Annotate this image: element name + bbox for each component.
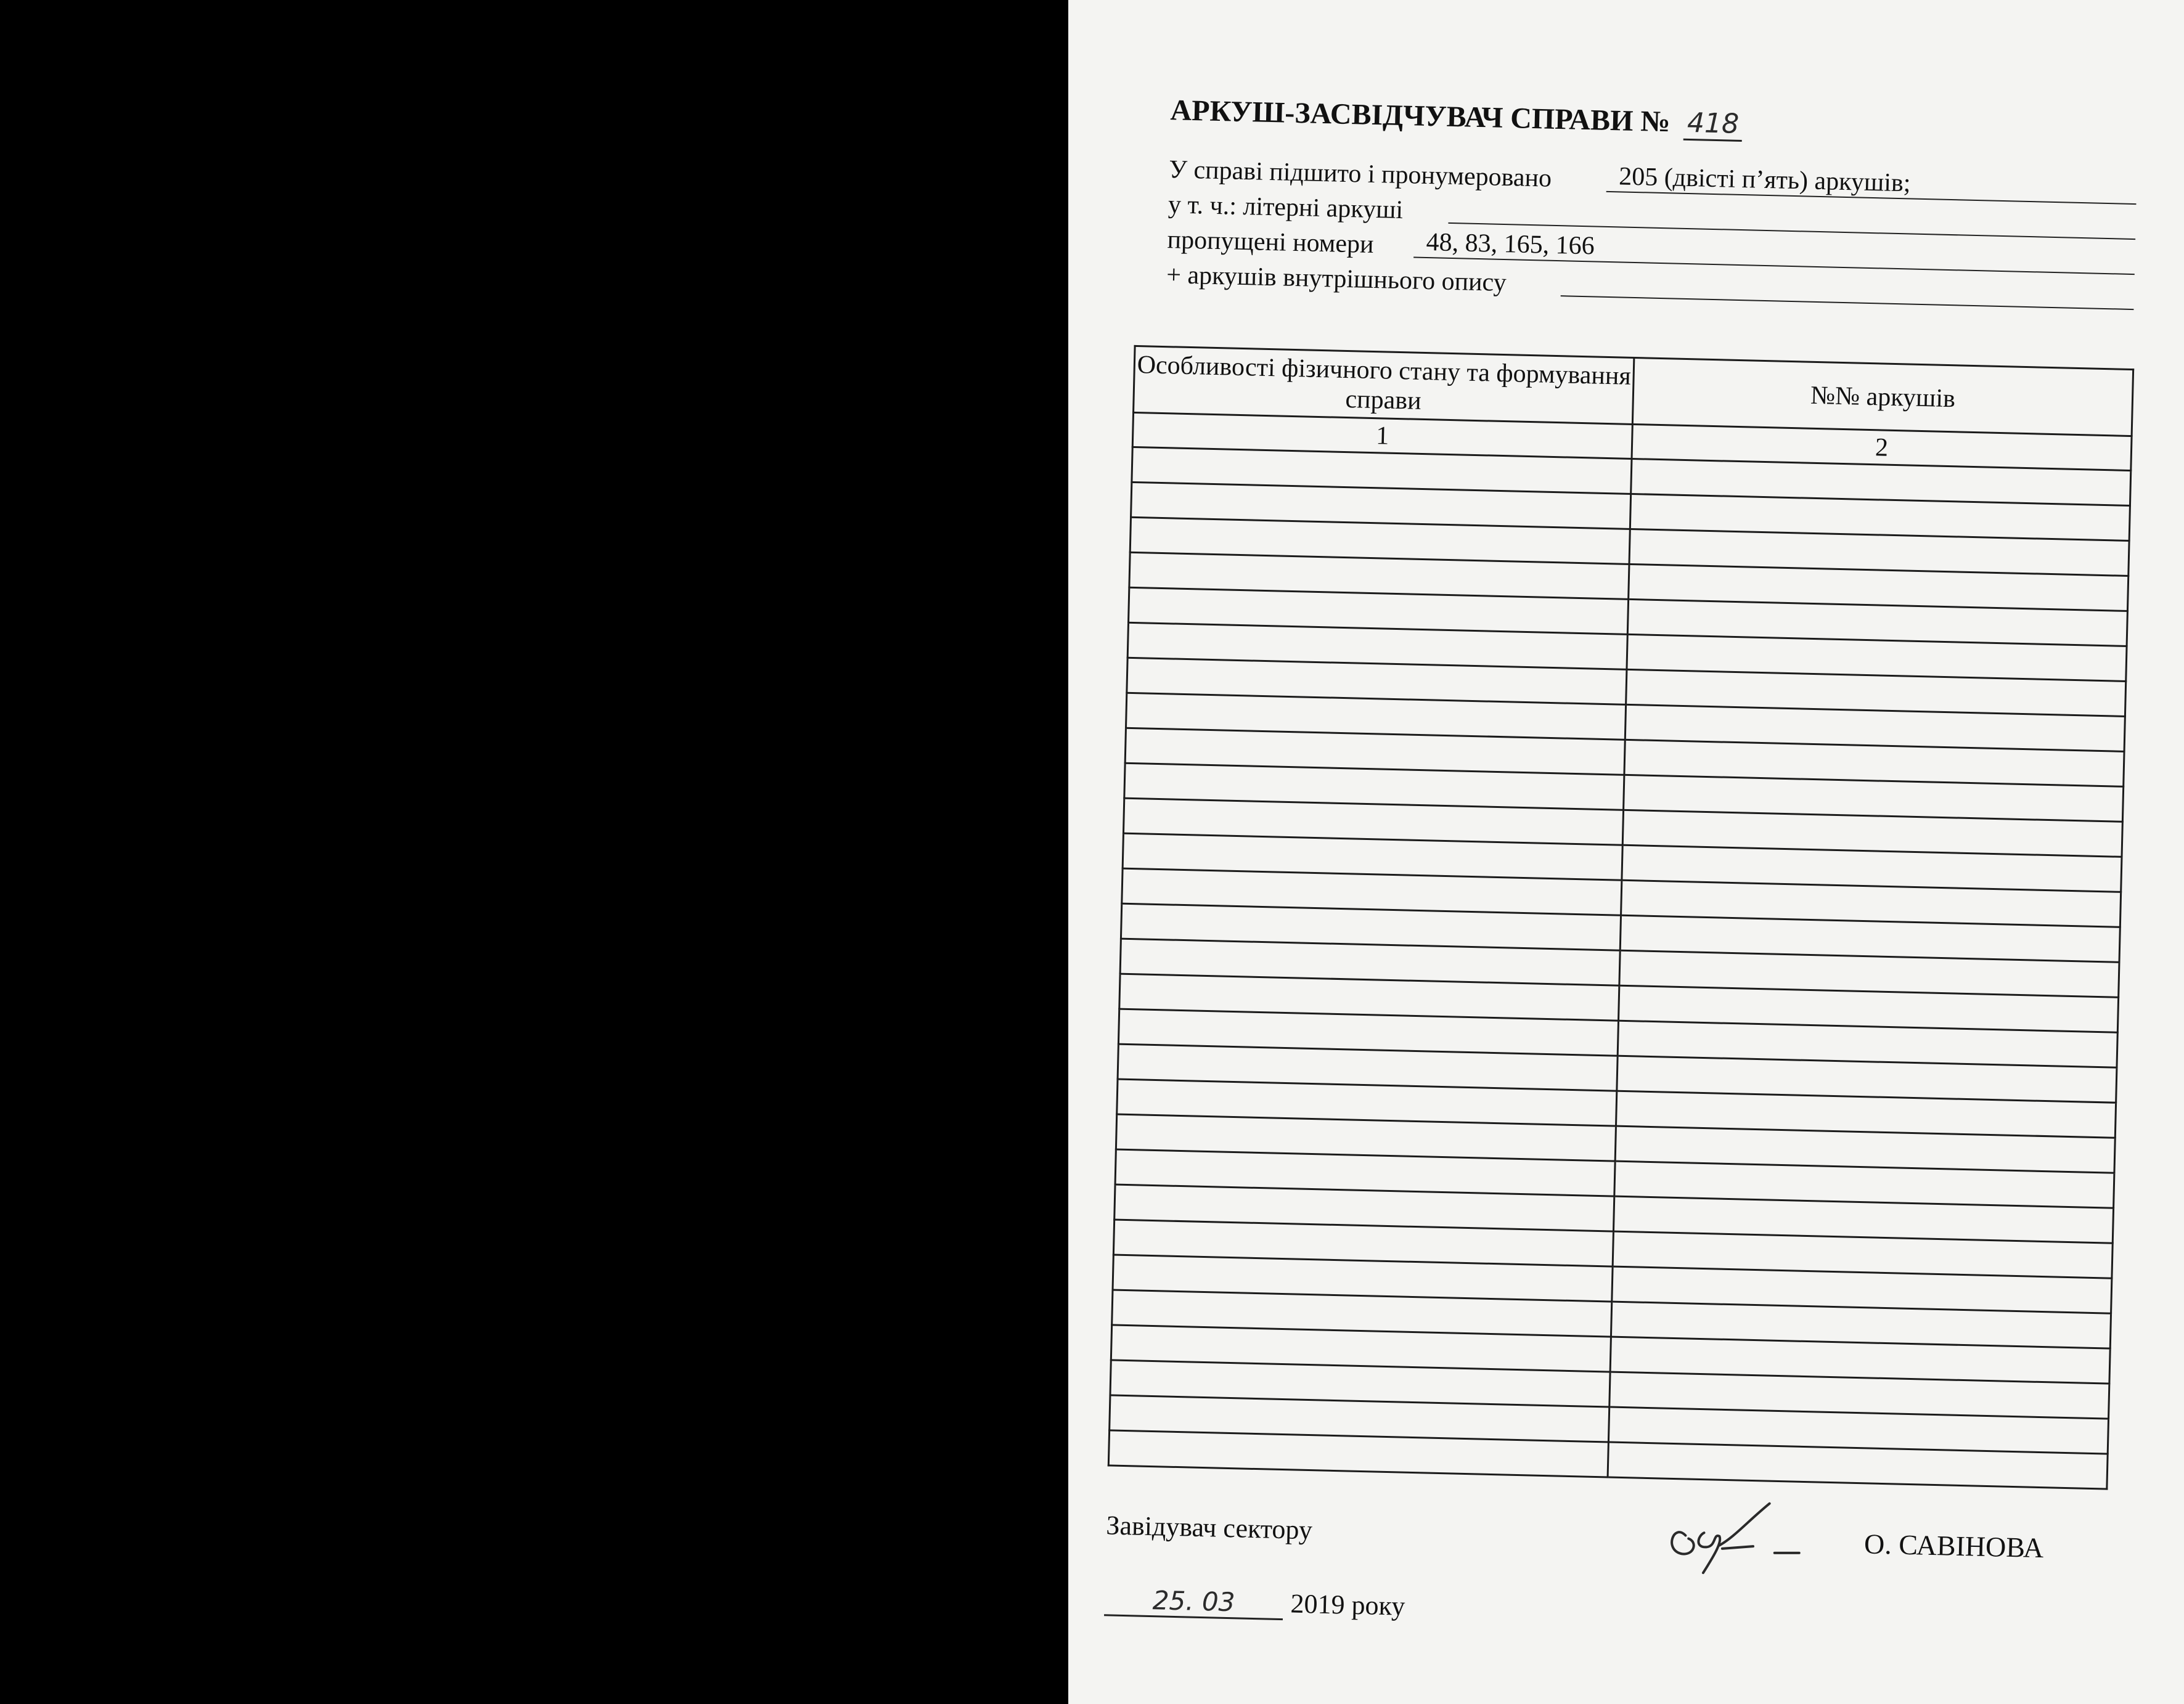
title-label: АРКУШ-ЗАСВІДЧУВАЧ СПРАВИ № bbox=[1170, 94, 1671, 139]
handwritten-signature bbox=[1660, 1498, 1810, 1582]
signature-date bbox=[1104, 1583, 1405, 1623]
missing-value: 48, 83, 165, 166 bbox=[1413, 226, 2135, 275]
column-number-1: 1 bbox=[1132, 412, 1632, 459]
sewn-sheets-line bbox=[1168, 155, 1911, 198]
document-content bbox=[1103, 74, 2151, 1687]
date-handwritten: 25. 03 bbox=[1104, 1584, 1283, 1620]
header-sheet-numbers: №№ аркушів bbox=[1632, 357, 2133, 436]
letter-label: у т. ч.: літерні аркуші bbox=[1168, 190, 1404, 225]
case-number-handwritten: 418 bbox=[1683, 107, 1743, 142]
header-condition: Особливості фізичного стану та формування справи bbox=[1134, 346, 1634, 424]
case-condition-table bbox=[1108, 345, 2134, 1490]
scan-dark-background bbox=[0, 0, 1068, 1704]
date-year: 2019 року bbox=[1290, 1588, 1405, 1621]
inner-label: + аркушів внутрішнього опису bbox=[1166, 261, 1507, 298]
missing-numbers-line bbox=[1167, 225, 1595, 262]
signer-role: Завідувач сектору bbox=[1105, 1510, 1313, 1546]
sewn-label: У справі підшито і пронумеровано bbox=[1168, 155, 1552, 193]
letter-sheets-line bbox=[1168, 190, 1403, 227]
document-title bbox=[1170, 93, 1743, 142]
sewn-value: 205 (двісті п’ять) аркушів; bbox=[1606, 160, 2137, 205]
signer-name: О. САВІНОВА bbox=[1863, 1528, 2044, 1564]
inner-inventory-line bbox=[1166, 260, 1507, 300]
missing-label: пропущені номери bbox=[1167, 226, 1375, 259]
column-number-2: 2 bbox=[1632, 424, 2132, 470]
